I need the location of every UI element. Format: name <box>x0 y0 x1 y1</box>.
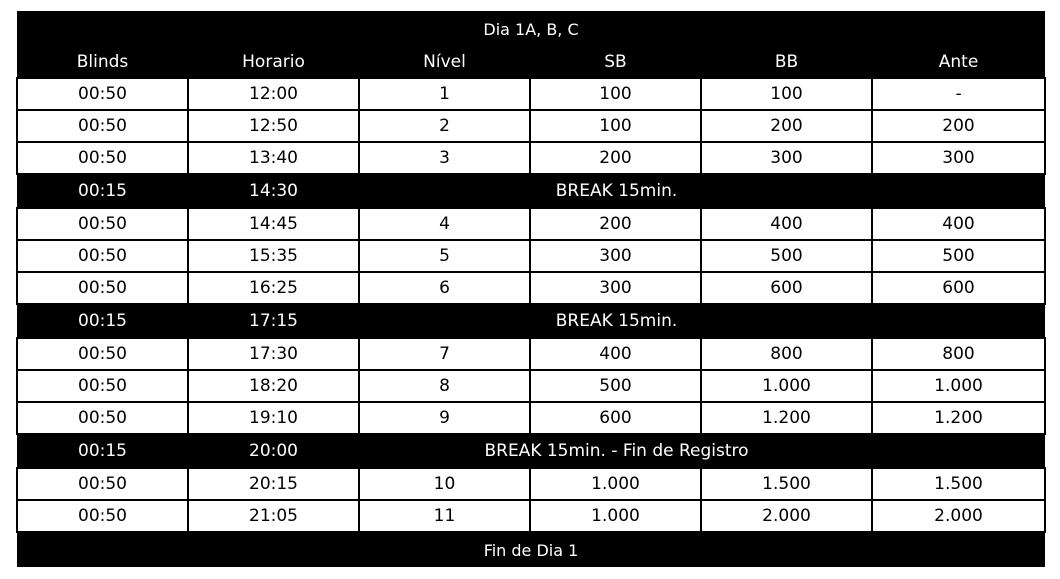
break-time-cell: 20:00 <box>188 434 359 468</box>
nivel-cell: 2 <box>359 110 530 142</box>
bb-cell: 500 <box>701 240 872 272</box>
nivel-cell: 5 <box>359 240 530 272</box>
sb-cell: 300 <box>530 240 701 272</box>
nivel-cell: 1 <box>359 78 530 110</box>
header-bb: BB <box>701 47 872 78</box>
horario-cell: 13:40 <box>188 142 359 174</box>
level-row <box>17 110 1045 142</box>
blinds-cell: 00:50 <box>17 402 188 434</box>
level-row <box>17 272 1045 304</box>
level-row <box>17 208 1045 240</box>
break-label: BREAK 15min. <box>359 174 1045 208</box>
nivel-cell: 3 <box>359 142 530 174</box>
bb-cell: 600 <box>701 272 872 304</box>
sb-cell: 100 <box>530 110 701 142</box>
break-time-cell: 14:30 <box>188 174 359 208</box>
break-blinds-cell: 00:15 <box>17 304 188 338</box>
sb-cell: 200 <box>530 142 701 174</box>
blinds-cell: 00:50 <box>17 338 188 370</box>
header-nivel: Nível <box>359 47 530 78</box>
nivel-cell: 7 <box>359 338 530 370</box>
blinds-cell: 00:50 <box>17 142 188 174</box>
horario-cell: 20:15 <box>188 468 359 500</box>
table-title: Dia 1A, B, C <box>17 11 1045 47</box>
level-row <box>17 468 1045 500</box>
ante-cell: 2.000 <box>872 500 1045 532</box>
footer-row <box>17 532 1045 567</box>
horario-cell: 14:45 <box>188 208 359 240</box>
blinds-cell: 00:50 <box>17 110 188 142</box>
horario-cell: 19:10 <box>188 402 359 434</box>
level-row <box>17 240 1045 272</box>
sb-cell: 600 <box>530 402 701 434</box>
header-sb: SB <box>530 47 701 78</box>
table-body <box>17 11 1045 567</box>
break-row <box>17 304 1045 338</box>
ante-cell: 1.200 <box>872 402 1045 434</box>
horario-cell: 12:00 <box>188 78 359 110</box>
ante-cell: 600 <box>872 272 1045 304</box>
break-label: BREAK 15min. <box>359 304 1045 338</box>
bb-cell: 1.000 <box>701 370 872 402</box>
horario-cell: 16:25 <box>188 272 359 304</box>
blinds-cell: 00:50 <box>17 78 188 110</box>
break-blinds-cell: 00:15 <box>17 434 188 468</box>
level-row <box>17 78 1045 110</box>
ante-cell: 1.000 <box>872 370 1045 402</box>
nivel-cell: 4 <box>359 208 530 240</box>
bb-cell: 100 <box>701 78 872 110</box>
ante-cell: 200 <box>872 110 1045 142</box>
bb-cell: 400 <box>701 208 872 240</box>
ante-cell: 1.500 <box>872 468 1045 500</box>
header-horario: Horario <box>188 47 359 78</box>
sb-cell: 100 <box>530 78 701 110</box>
bb-cell: 2.000 <box>701 500 872 532</box>
level-row <box>17 402 1045 434</box>
blind-structure-table <box>16 11 1046 567</box>
level-row <box>17 500 1045 532</box>
nivel-cell: 6 <box>359 272 530 304</box>
sb-cell: 200 <box>530 208 701 240</box>
level-row <box>17 338 1045 370</box>
ante-cell: - <box>872 78 1045 110</box>
level-row <box>17 142 1045 174</box>
sb-cell: 500 <box>530 370 701 402</box>
header-blinds: Blinds <box>17 47 188 78</box>
bb-cell: 800 <box>701 338 872 370</box>
ante-cell: 400 <box>872 208 1045 240</box>
break-label: BREAK 15min. - Fin de Registro <box>359 434 1045 468</box>
blinds-cell: 00:50 <box>17 240 188 272</box>
table-footer: Fin de Dia 1 <box>17 532 1045 567</box>
blinds-cell: 00:50 <box>17 208 188 240</box>
header-row <box>17 47 1045 78</box>
blinds-cell: 00:50 <box>17 272 188 304</box>
bb-cell: 200 <box>701 110 872 142</box>
ante-cell: 800 <box>872 338 1045 370</box>
break-time-cell: 17:15 <box>188 304 359 338</box>
nivel-cell: 8 <box>359 370 530 402</box>
break-row <box>17 174 1045 208</box>
sb-cell: 1.000 <box>530 468 701 500</box>
horario-cell: 15:35 <box>188 240 359 272</box>
horario-cell: 18:20 <box>188 370 359 402</box>
blinds-cell: 00:50 <box>17 500 188 532</box>
sb-cell: 1.000 <box>530 500 701 532</box>
header-ante: Ante <box>872 47 1045 78</box>
blinds-cell: 00:50 <box>17 370 188 402</box>
break-blinds-cell: 00:15 <box>17 174 188 208</box>
nivel-cell: 10 <box>359 468 530 500</box>
title-row <box>17 11 1045 47</box>
ante-cell: 500 <box>872 240 1045 272</box>
blinds-cell: 00:50 <box>17 468 188 500</box>
level-row <box>17 370 1045 402</box>
bb-cell: 300 <box>701 142 872 174</box>
horario-cell: 21:05 <box>188 500 359 532</box>
bb-cell: 1.500 <box>701 468 872 500</box>
ante-cell: 300 <box>872 142 1045 174</box>
nivel-cell: 9 <box>359 402 530 434</box>
horario-cell: 12:50 <box>188 110 359 142</box>
nivel-cell: 11 <box>359 500 530 532</box>
sb-cell: 300 <box>530 272 701 304</box>
bb-cell: 1.200 <box>701 402 872 434</box>
sb-cell: 400 <box>530 338 701 370</box>
break-row <box>17 434 1045 468</box>
horario-cell: 17:30 <box>188 338 359 370</box>
